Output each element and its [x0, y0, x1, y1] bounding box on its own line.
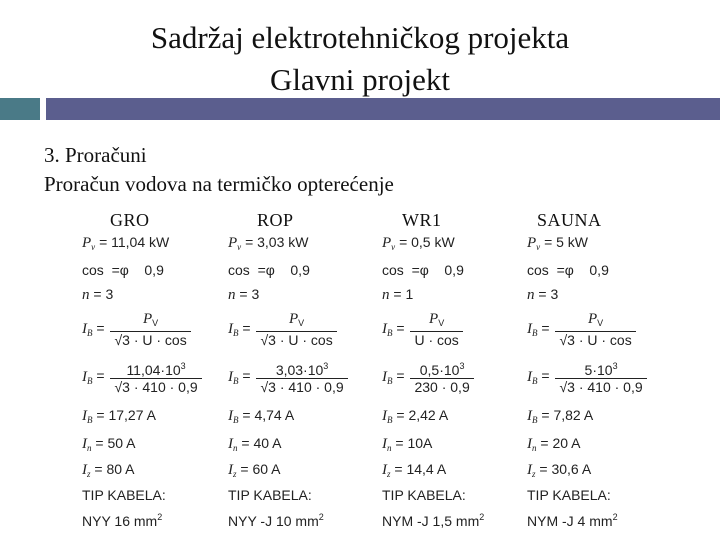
ib-result: $I_B = 17,27$ A — [82, 407, 156, 425]
cable-type: NYM -J 1,5 $mm^2$ — [382, 512, 485, 529]
ib-formula: $I_B$ = $\frac{P_V}{√3 \cdot U \cdot \cos}$ — [527, 310, 636, 349]
iz-value: $I_z = 60$ A — [228, 461, 281, 479]
ib-result: $I_B = 7,82$ A — [527, 407, 594, 425]
slide-subtitle: Glavni projekt — [270, 62, 450, 97]
cable-type: NYM -J 4 $mm^2$ — [527, 512, 618, 529]
column-header-wr1: WR1 — [402, 210, 442, 230]
iz-value: $I_z = 30,6$ A — [527, 461, 592, 479]
cable-label: TIP KABELA: — [82, 487, 166, 503]
cos-row: cos =φ 0,9 — [382, 262, 464, 278]
section-heading: 3. Proračuni — [44, 143, 147, 167]
column-header-sauna: SAUNA — [537, 210, 602, 230]
ib-substitution: $I_B$ = $\frac{0,5\cdot 10^3}{230 \cdot 0,9}$ — [382, 358, 474, 396]
ib-result: $I_B = 2,42$ A — [382, 407, 449, 425]
column-header-rop: ROP — [257, 210, 294, 230]
slide-title: Sadržaj elektrotehničkog projekta — [150, 20, 570, 55]
ib-result: $I_B = 4,74$ A — [228, 407, 295, 425]
cos-row: cos =φ 0,9 — [228, 262, 310, 278]
in-value: $I_n = 50$ A — [82, 435, 136, 453]
cable-label: TIP KABELA: — [228, 487, 312, 503]
pv-row: $P_v = 5$ kW — [527, 234, 589, 252]
in-value: $I_n = 10A$ — [382, 435, 433, 453]
pv-row: $P_v = 3,03$ kW — [228, 234, 309, 252]
iz-value: $I_z = 14,4$ A — [382, 461, 447, 479]
column-header-gro: GRO — [110, 210, 150, 230]
ib-substitution: $I_B$ = $\frac{5\cdot 10^3}{√3 \cdot 410 \cdot 0,9}$ — [527, 358, 647, 396]
ib-formula: $I_B$ = $\frac{P_V}{√3 \cdot U \cdot \cos}$ — [228, 310, 337, 349]
n-row: n = 1 — [382, 286, 414, 303]
n-row: n = 3 — [228, 286, 260, 303]
cable-label: TIP KABELA: — [527, 487, 611, 503]
cable-type: NYY 16 $mm^2$ — [82, 512, 163, 529]
ib-substitution: $I_B$ = $\frac{3,03\cdot 10^3}{√3 \cdot 410 \cdot 0,9}$ — [228, 358, 348, 396]
pv-row: $P_v = 11,04$ kW — [82, 234, 170, 252]
in-value: $I_n = 40$ A — [228, 435, 282, 453]
accent-bar — [46, 98, 720, 120]
ib-formula: $I_B$ = $\frac{P_V}{U \cdot \cos}$ — [382, 310, 463, 349]
cos-row: cos =φ 0,9 — [527, 262, 609, 278]
n-row: n = 3 — [82, 286, 114, 303]
cos-row: cos =φ 0,9 — [82, 262, 164, 278]
cable-type: NYY -J 10 $mm^2$ — [228, 512, 324, 529]
accent-square — [0, 98, 40, 120]
n-row: n = 3 — [527, 286, 559, 303]
cable-label: TIP KABELA: — [382, 487, 466, 503]
ib-formula: $I_B$ = $\frac{P_V}{√3 \cdot U \cdot \cos}$ — [82, 310, 191, 349]
ib-substitution: $I_B$ = $\frac{11,04\cdot 10^3}{√3 \cdot 410 \cdot 0,9}$ — [82, 358, 202, 396]
pv-row: $P_v = 0,5$ kW — [382, 234, 455, 252]
iz-value: $I_z = 80$ A — [82, 461, 135, 479]
section-subheading: Proračun vodova na termičko opterećenje — [44, 172, 394, 196]
in-value: $I_n = 20$ A — [527, 435, 581, 453]
